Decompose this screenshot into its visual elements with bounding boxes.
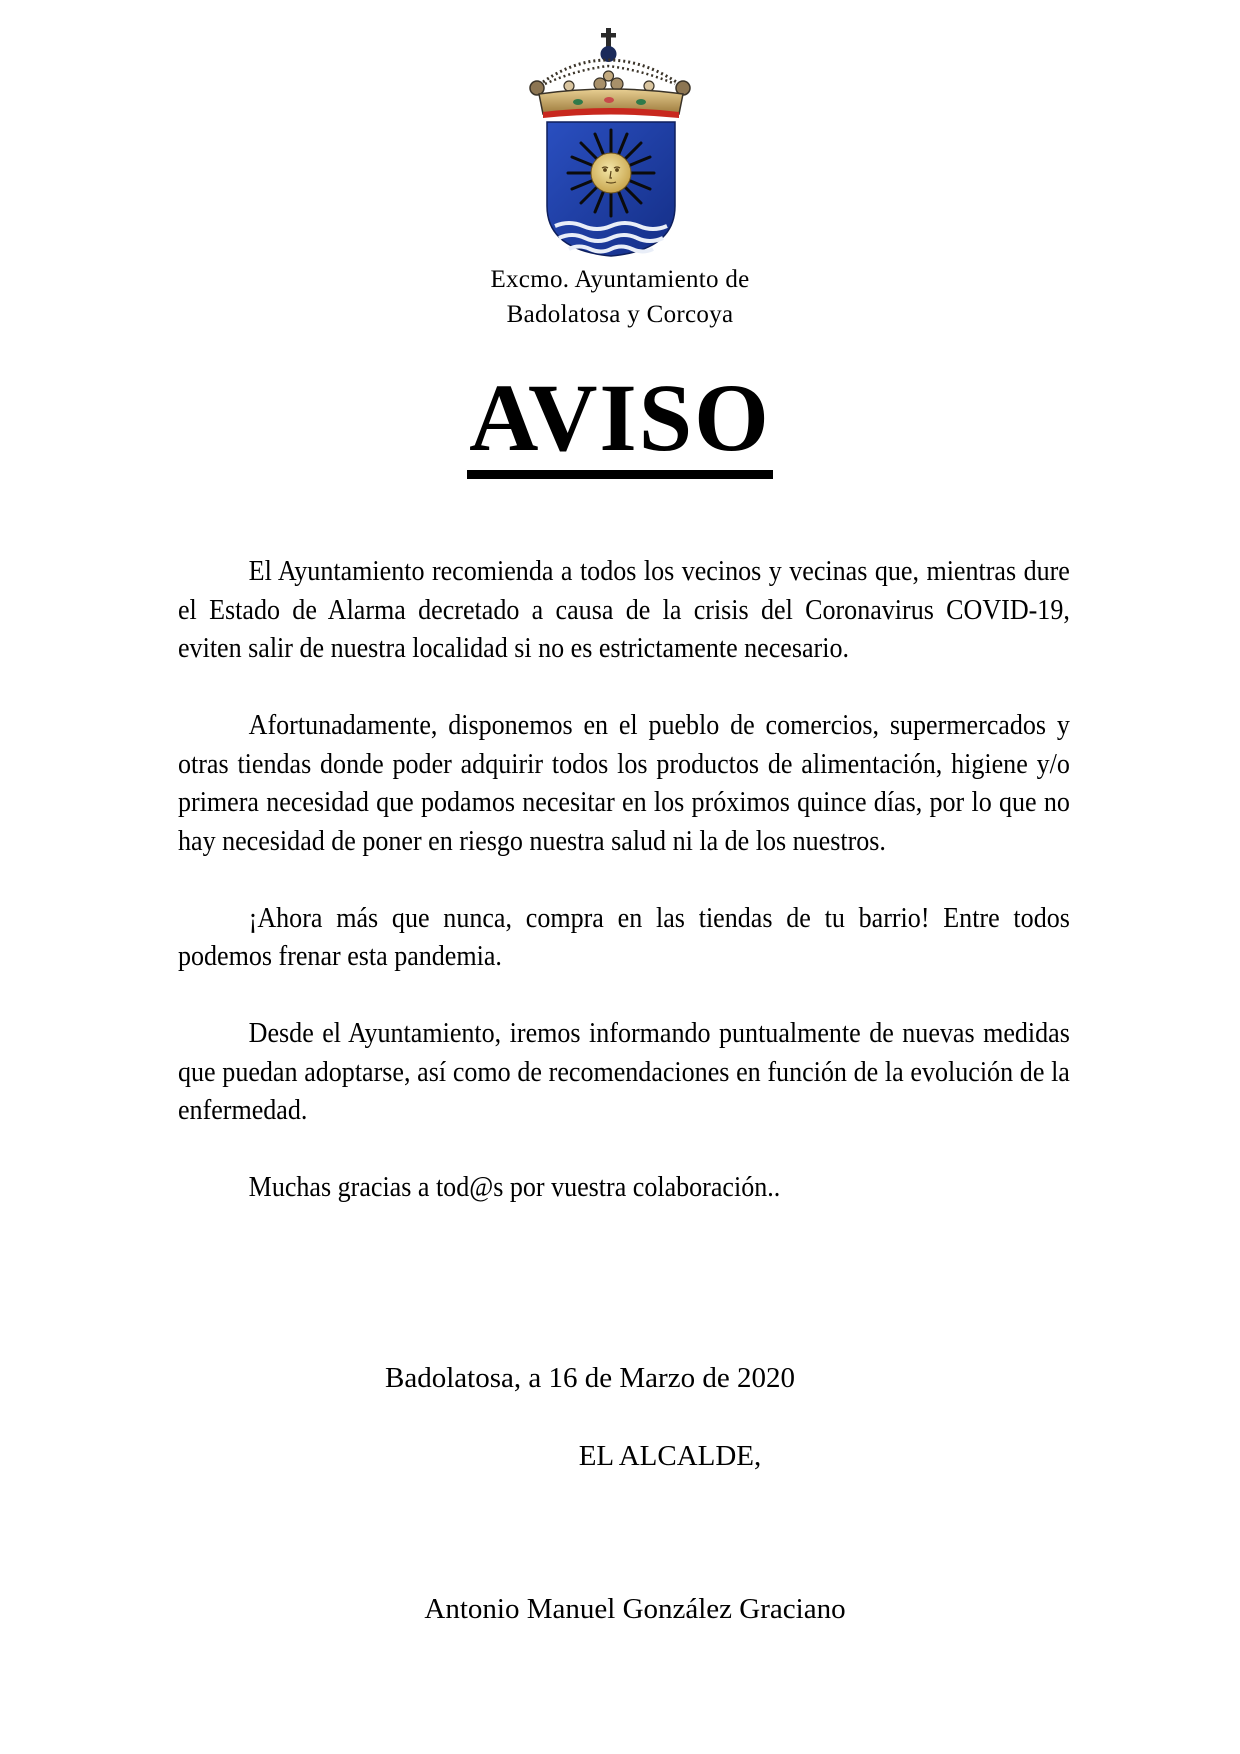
notice-title bbox=[0, 364, 1240, 479]
signer-title: EL ALCALDE, bbox=[578, 1440, 762, 1472]
paragraph: El Ayuntamiento recomienda a todos los vecinos y vecinas que, mientras dure el Estado de Alarma decretado a causa de la crisis del Coronavirus COVID-19, eviten salir de nuestra localidad si no es estrictamente necesario. bbox=[178, 556, 1070, 664]
notice-body bbox=[178, 553, 1070, 1246]
shield-icon bbox=[547, 122, 675, 256]
paragraph: Desde el Ayuntamiento, iremos informando puntualmente de nuevas medidas que puedan adoptarse, así como de recomendaciones en función de la evolución de la enfermedad. bbox=[178, 1018, 1070, 1126]
signer-name: Antonio Manuel González Graciano bbox=[424, 1593, 846, 1625]
paragraph: ¡Ahora más que nunca, compra en las tiendas de tu barrio! Entre todos podemos frenar esta pandemia. bbox=[178, 902, 1070, 972]
coat-of-arms-icon bbox=[525, 26, 697, 258]
organization-line-2: Badolatosa y Corcoya bbox=[506, 301, 734, 328]
paragraph: Afortunadamente, disponemos en el pueblo de comercios, supermercados y otras tiendas donde poder adquirir todos los productos de alimentación, higiene y/o primera necesidad que podamos necesitar en los próximos quince días, por lo que no hay necesidad de poner en riesgo nuestra salud ni la de los nuestros. bbox=[178, 710, 1070, 857]
crown-icon bbox=[530, 28, 690, 118]
notice-title-text: AVISO bbox=[467, 368, 773, 479]
place-and-date: Badolatosa, a 16 de Marzo de 2020 bbox=[385, 1362, 795, 1394]
organization-line-1: Excmo. Ayuntamiento de bbox=[490, 266, 750, 293]
paragraph: Muchas gracias a tod@s por vuestra colaboración.. bbox=[248, 1172, 781, 1203]
organization-name bbox=[0, 262, 1240, 332]
